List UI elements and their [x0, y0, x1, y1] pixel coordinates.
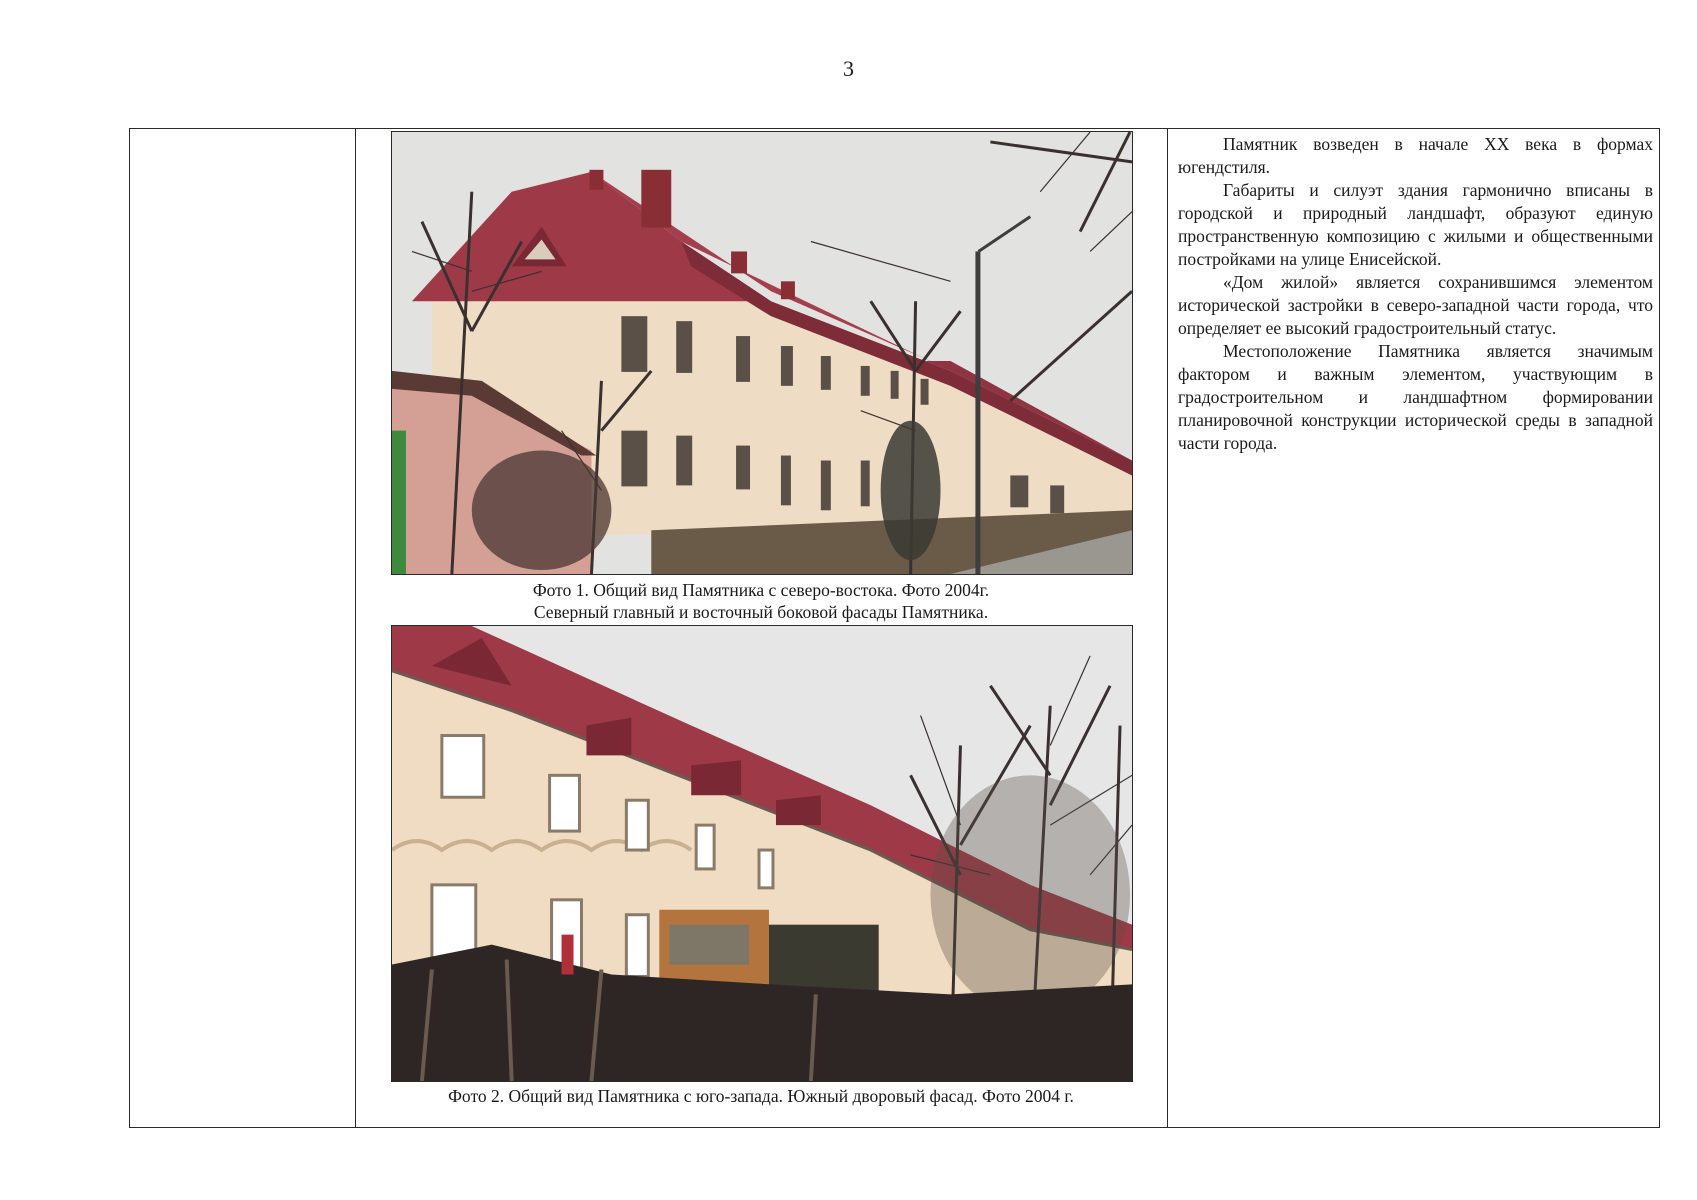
description-text — [1178, 133, 1653, 455]
description-paragraph: Местоположение Памятника является значимым фактором и важным элементом, участвующим в градостроительном и ландшафтном формировании планировочной конструкции исторической среды в западной части города. — [1178, 341, 1653, 453]
photo-1-caption — [356, 579, 1166, 623]
column-divider-right — [1167, 129, 1168, 1127]
document-table — [129, 128, 1660, 1128]
photo-1-image — [392, 132, 1132, 574]
photo-1-caption-line1: Фото 1. Общий вид Памятника с северо-востока. Фото 2004г. — [532, 580, 990, 600]
photo-1-caption-line2: Северный главный и восточный боковой фасады Памятника. — [533, 602, 989, 622]
column-divider-left — [355, 129, 356, 1127]
photo-1 — [391, 131, 1133, 575]
description-paragraph: «Дом жилой» является сохранившимся элементом исторической застройки в северо-западной части города, что определяет ее высокий градостроительный статус. — [1178, 272, 1653, 338]
description-paragraph: Памятник возведен в начале XX века в формах югендстиля. — [1178, 134, 1653, 177]
photo-2-caption-line1: Фото 2. Общий вид Памятника с юго-запада. Южный дворовый фасад. Фото 2004 г. — [448, 1086, 1074, 1106]
page-number: 3 — [843, 56, 854, 81]
photo-2-image — [392, 626, 1132, 1081]
photo-2 — [391, 625, 1133, 1082]
photo-2-caption — [356, 1085, 1166, 1107]
description-paragraph: Габариты и силуэт здания гармонично вписаны в городской и природный ландшафт, образуют единую пространственную композицию с жилыми и общественными постройками на улице Енисейской. — [1178, 180, 1653, 269]
